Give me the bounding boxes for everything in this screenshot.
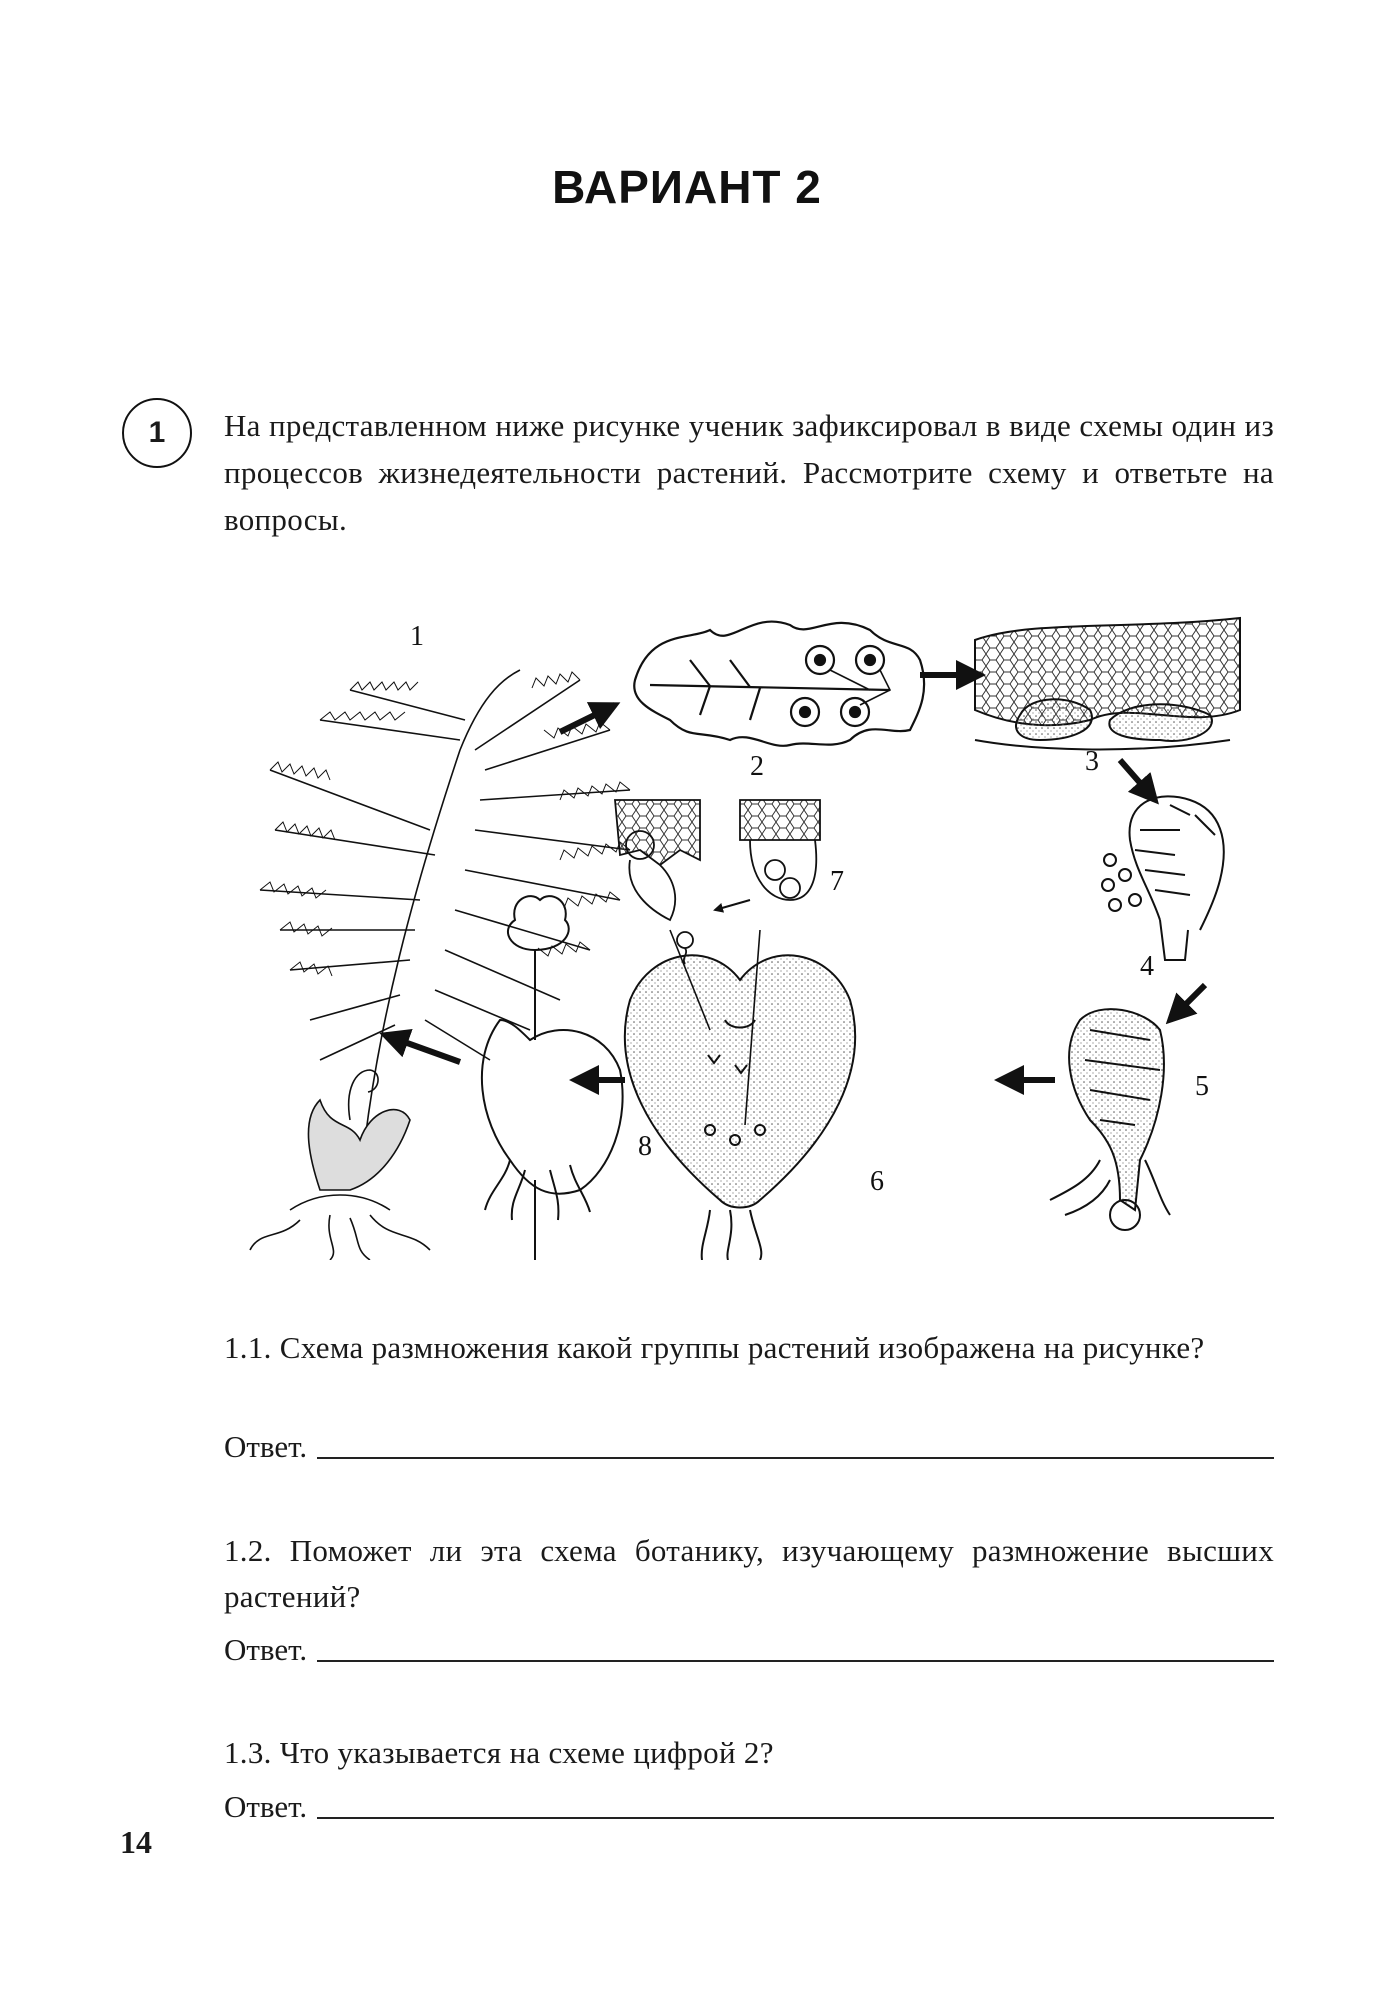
answer-row-1-1 [224, 1425, 1274, 1465]
arrow-4-to-5 [1170, 985, 1205, 1020]
stage-label-2: 2 [750, 751, 764, 782]
task-number-badge [122, 398, 192, 468]
stage-label-8: 8 [638, 1131, 652, 1162]
page-title: ВАРИАНТ 2 [552, 161, 822, 213]
fern-life-cycle-diagram [230, 600, 1280, 1260]
germinating-spore-illustration [1050, 1009, 1170, 1230]
stage-label-4: 4 [1140, 951, 1154, 982]
stage-label-6: 6 [870, 1166, 884, 1197]
page-number: 14 [120, 1824, 152, 1860]
stage-label-7: 7 [830, 866, 844, 897]
answer-label: Ответ. [224, 1429, 308, 1464]
answer-line-1-2[interactable] [317, 1659, 1274, 1662]
answer-line-1-1[interactable] [317, 1456, 1274, 1459]
task-intro: На представленном ниже рисунке ученик зафиксировал в виде схемы один из процессов жизнедеятельности растений. Рассмотрите схему и ответьте на вопросы. [224, 408, 1274, 537]
stage-label-1: 1 [410, 621, 424, 652]
arrow-3-to-4 [1120, 760, 1155, 800]
stage-label-3: 3 [1085, 746, 1099, 777]
question-1-2: 1.2. Поможет ли эта схема ботанику, изучающему размножение высших растений? [224, 1533, 1274, 1614]
sporangium-illustration [1102, 796, 1224, 960]
question-1-1: 1.1. Схема размножения какой группы растений изображена на рисунке? [224, 1330, 1205, 1365]
answer-row-1-2 [224, 1628, 1274, 1668]
leaf-with-sori-illustration [634, 622, 924, 746]
arrow-8-to-1 [385, 1035, 460, 1062]
task-number: 1 [148, 416, 166, 449]
question-1-3: 1.3. Что указывается на схеме цифрой 2? [224, 1735, 774, 1770]
answer-row-1-3 [224, 1785, 1274, 1825]
stage-label-5: 5 [1195, 1071, 1209, 1102]
answer-line-1-3[interactable] [317, 1816, 1274, 1819]
answer-label: Ответ. [224, 1632, 308, 1667]
prothallus-illustration [625, 955, 855, 1260]
sorus-section-illustration [975, 618, 1240, 749]
answer-label: Ответ. [224, 1789, 308, 1824]
